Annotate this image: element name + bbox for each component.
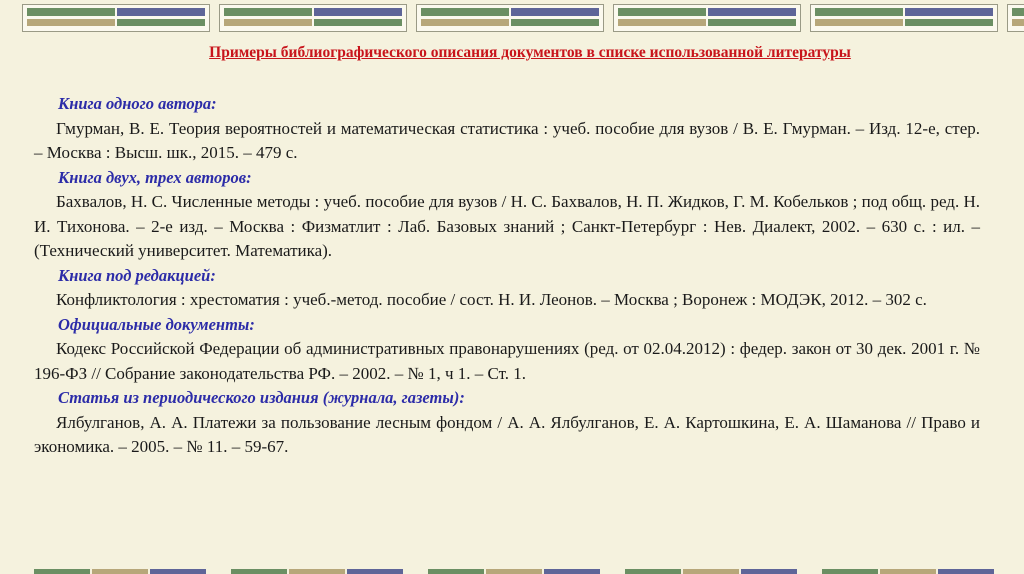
entry-official-documents: Кодекс Российской Федерации об административных правонарушениях (ред. от 02.04.2012) : федер. закон от 30 дек. 2001 г. № 196-ФЗ // Собрание законодательства РФ. – 2002. – № 1, ч 1. – Ст. 1.	[34, 339, 980, 383]
section-heading-periodical: Статья из периодического издания (журнала, газеты):	[58, 388, 465, 407]
decor-strip	[613, 4, 801, 32]
decor-strip	[219, 4, 407, 32]
section-heading-multiple-authors: Книга двух, трех авторов:	[58, 167, 252, 187]
section-heading-edited-book: Книга под редакцией:	[58, 265, 216, 285]
decor-strip	[22, 4, 210, 32]
bibliography-content	[34, 92, 980, 460]
decor-strip	[1007, 4, 1024, 32]
entry-multiple-authors: Бахвалов, Н. С. Численные методы : учеб. пособие для вузов / Н. С. Бахвалов, Н. П. Жидков, Г. М. Кобельков ; под общ. ред. Н. И. Тихонова. – 2-е изд. – Москва : Физматлит : Лаб. Базовых знаний ; Санкт-Петербург : Нев. Диалект, 2002. – 630 с. : ил. – (Технический университет. Математика).	[34, 192, 980, 260]
top-decoration	[0, 0, 1024, 36]
page-title: Примеры библиографического описания документов в списке использованной литературы	[209, 44, 851, 61]
section-heading-single-author: Книга одного автора:	[58, 94, 217, 113]
entry-periodical: Ялбулганов, А. А. Платежи за пользование лесным фондом / А. А. Ялбулганов, Е. А. Картошкина, Е. А. Шаманова // Право и экономика. – 2005. – № 11. – 59-67.	[34, 412, 980, 456]
decor-strip	[416, 4, 604, 32]
entry-single-author: Гмурман, В. Е. Теория вероятностей и математическая статистика : учеб. пособие для вузов / В. Е. Гмурман. – Изд. 12-е, стер. – Москва : Высш. шк., 2015. – 479 с.	[34, 118, 980, 162]
decor-strip	[810, 4, 998, 32]
section-heading-official-documents: Официальные документы:	[58, 314, 255, 334]
bottom-decoration	[0, 568, 1024, 574]
entry-edited-book: Конфликтология : хрестоматия : учеб.-метод. пособие / сост. Н. И. Леонов. – Москва ; Воронеж : МОДЭК, 2012. – 302 с.	[56, 290, 927, 309]
